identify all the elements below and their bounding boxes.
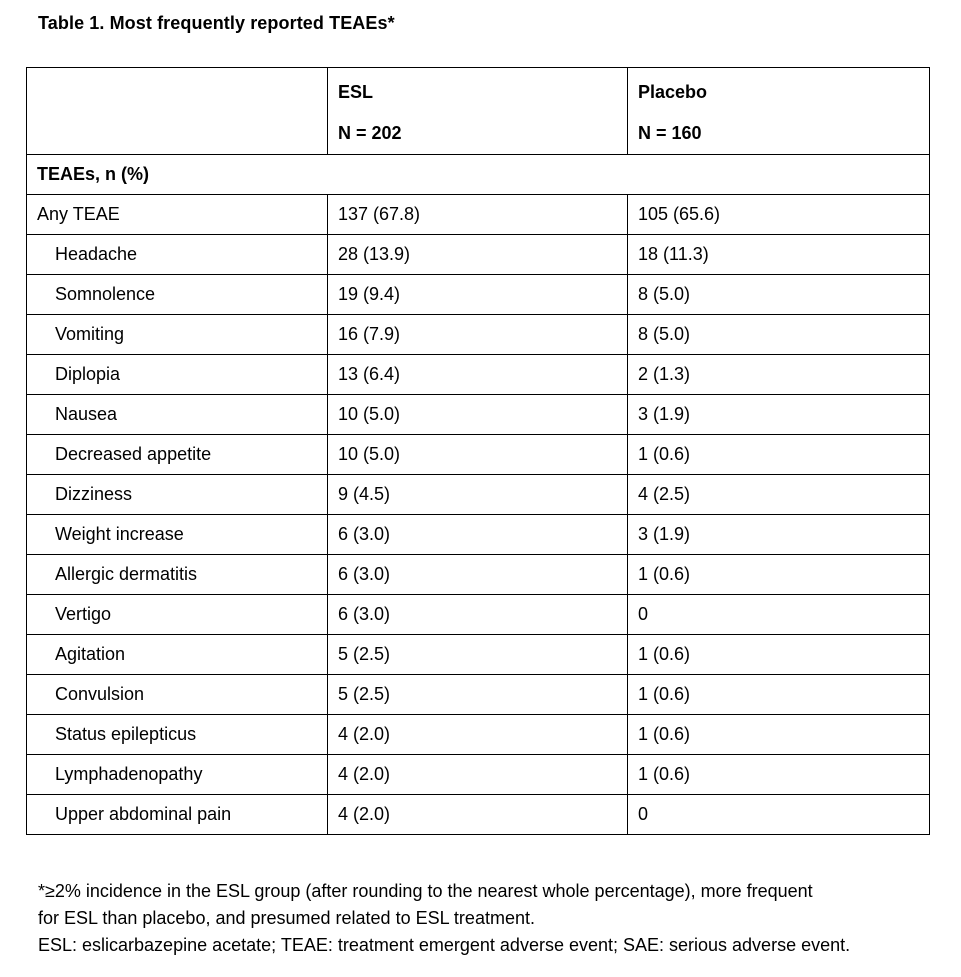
event-label: Lymphadenopathy [27,755,328,795]
event-label: Decreased appetite [27,435,328,475]
footnote-line-2: for ESL than placebo, and presumed related to ESL treatment. [38,908,535,928]
table-row [27,795,930,835]
event-label: Dizziness [27,475,328,515]
event-placebo-value: 0 [628,595,930,635]
footnote-line-1: *≥2% incidence in the ESL group (after rounding to the nearest whole percentage), more frequent [38,881,813,901]
teae-table [26,67,930,835]
table-row [27,475,930,515]
event-label: Upper abdominal pain [27,795,328,835]
table-row [27,275,930,315]
event-placebo-value: 8 (5.0) [628,275,930,315]
table-row [27,395,930,435]
event-placebo-value: 3 (1.9) [628,515,930,555]
header-placebo-cell [628,68,930,155]
table-row [27,755,930,795]
event-esl-value: 28 (13.9) [328,235,628,275]
table-row [27,715,930,755]
event-esl-value: 19 (9.4) [328,275,628,315]
table-row [27,435,930,475]
event-label: Diplopia [27,355,328,395]
header-placebo-name: Placebo [638,82,708,102]
event-esl-value: 5 (2.5) [328,635,628,675]
event-placebo-value: 4 (2.5) [628,475,930,515]
header-esl-name: ESL [338,82,374,102]
event-esl-value: 6 (3.0) [328,595,628,635]
table-row [27,355,930,395]
event-label: Agitation [27,635,328,675]
event-placebo-value: 1 (0.6) [628,755,930,795]
header-placebo-n: N = 160 [638,123,702,143]
any-teae-row [27,195,930,235]
table-header-row [27,68,930,155]
header-empty-cell [27,68,328,155]
event-esl-value: 13 (6.4) [328,355,628,395]
event-label: Status epilepticus [27,715,328,755]
table-row [27,675,930,715]
event-placebo-value: 3 (1.9) [628,395,930,435]
table-row [27,315,930,355]
event-placebo-value: 1 (0.6) [628,635,930,675]
header-esl-cell [328,68,628,155]
event-placebo-value: 1 (0.6) [628,715,930,755]
teae-table-body [27,68,930,835]
any-teae-label: Any TEAE [27,195,328,235]
table-row [27,515,930,555]
event-placebo-value: 0 [628,795,930,835]
event-esl-value: 9 (4.5) [328,475,628,515]
section-label: TEAEs, n (%) [27,155,930,195]
footnote [38,878,938,959]
event-placebo-value: 1 (0.6) [628,555,930,595]
table-row [27,235,930,275]
any-teae-placebo: 105 (65.6) [628,195,930,235]
table-row [27,595,930,635]
event-placebo-value: 18 (11.3) [628,235,930,275]
table-row [27,635,930,675]
event-label: Vertigo [27,595,328,635]
event-esl-value: 10 (5.0) [328,395,628,435]
section-row [27,155,930,195]
event-esl-value: 4 (2.0) [328,715,628,755]
event-label: Allergic dermatitis [27,555,328,595]
footnote-line-3: ESL: eslicarbazepine acetate; TEAE: treatment emergent adverse event; SAE: serious adverse event. [38,935,851,955]
event-esl-value: 4 (2.0) [328,755,628,795]
event-label: Vomiting [27,315,328,355]
event-esl-value: 16 (7.9) [328,315,628,355]
event-label: Somnolence [27,275,328,315]
any-teae-esl: 137 (67.8) [328,195,628,235]
event-esl-value: 5 (2.5) [328,675,628,715]
event-placebo-value: 8 (5.0) [628,315,930,355]
event-esl-value: 6 (3.0) [328,555,628,595]
event-esl-value: 4 (2.0) [328,795,628,835]
event-label: Nausea [27,395,328,435]
event-label: Headache [27,235,328,275]
event-label: Weight increase [27,515,328,555]
table-row [27,555,930,595]
event-placebo-value: 1 (0.6) [628,675,930,715]
header-esl-n: N = 202 [338,123,402,143]
table-title: Table 1. Most frequently reported TEAEs* [38,13,395,33]
event-placebo-value: 2 (1.3) [628,355,930,395]
event-placebo-value: 1 (0.6) [628,435,930,475]
event-label: Convulsion [27,675,328,715]
event-esl-value: 6 (3.0) [328,515,628,555]
event-esl-value: 10 (5.0) [328,435,628,475]
